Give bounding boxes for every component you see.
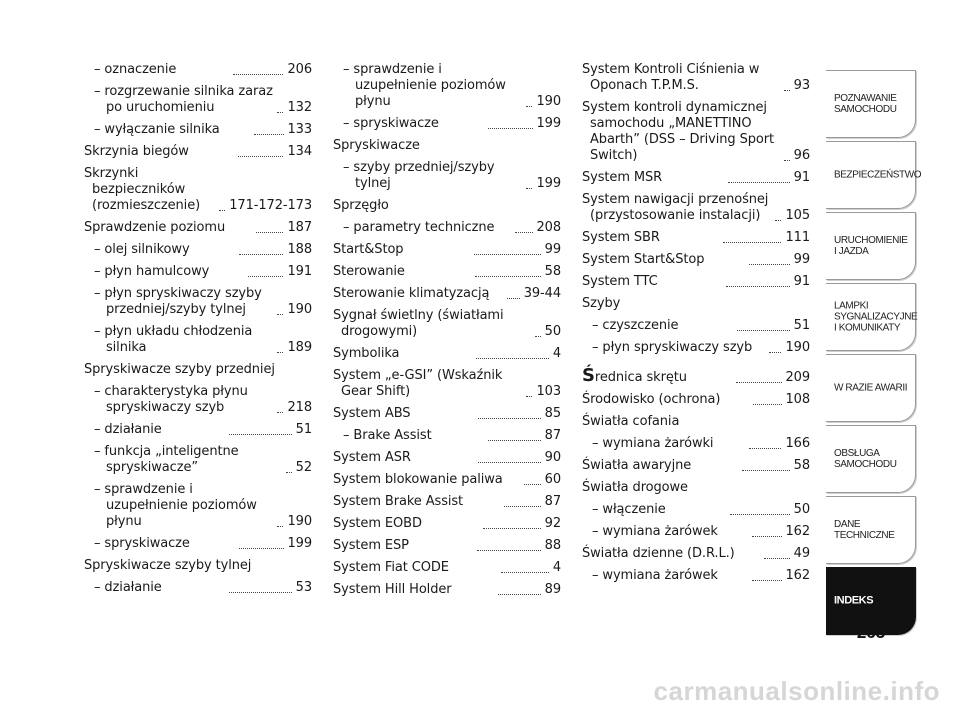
page-ref[interactable]: 190: [536, 94, 561, 109]
index-subentry: [582, 318, 810, 334]
entry-text: – funkcja „inteligentne spryskiwacze”: [94, 444, 239, 475]
page-ref[interactable]: 4: [552, 346, 562, 361]
index-subentry: [84, 122, 312, 138]
entry-text: System nawigacji przenośnej (przystosowanie instalacji): [582, 192, 769, 223]
tab-w-razie-awarii[interactable]: [826, 354, 916, 422]
page-ref[interactable]: 88: [544, 538, 562, 553]
index-column-2: [333, 62, 561, 604]
entry-text: – parametry techniczne: [343, 220, 495, 235]
index-entry: [333, 560, 561, 576]
index-entry: [333, 406, 561, 422]
page-ref[interactable]: 208: [536, 220, 562, 235]
entry-text: Szyby: [582, 296, 621, 311]
page-ref[interactable]: 162: [785, 568, 811, 583]
index-entry: [333, 198, 561, 214]
tab-label: POZNAWANIE SAMOCHODU: [834, 93, 897, 115]
page-ref[interactable]: 52: [295, 460, 312, 475]
entry-text: System SBR: [582, 230, 660, 245]
entry-text: – szyby przedniej/szyby tylnej: [343, 160, 495, 191]
index-subentry: [582, 502, 810, 518]
page-ref[interactable]: 39-44: [523, 286, 561, 301]
index-entry: [333, 538, 561, 554]
dot-leader: [769, 352, 782, 353]
dot-leader: [526, 188, 532, 189]
entry-text: System ASR: [333, 450, 411, 465]
entry-text: Środowisko (ochrona): [582, 392, 721, 407]
index-entry: [333, 582, 561, 598]
page-ref[interactable]: 85: [544, 406, 562, 421]
page-ref[interactable]: 49: [793, 546, 810, 561]
dot-leader: [478, 418, 541, 419]
page-ref[interactable]: 50: [793, 502, 810, 517]
entry-text: Sterowanie klimatyzacją: [333, 286, 490, 301]
entry-text: – włączenie: [592, 502, 666, 517]
page-number: 263: [856, 623, 886, 642]
entry-text: Start&Stop: [333, 242, 404, 257]
entry-text: System ABS: [333, 406, 411, 421]
tab-poznawanie-samochodu[interactable]: [826, 70, 916, 138]
index-entry: [582, 458, 810, 474]
entry-text: System Kontroli Ciśnienia w Oponach T.P.M.S.: [582, 62, 760, 93]
tab-obsluga-samochodu[interactable]: [826, 425, 916, 493]
page-ref[interactable]: 53: [295, 580, 313, 595]
index-subentry: [333, 116, 561, 132]
entry-text: System TTC: [582, 274, 658, 289]
page-ref[interactable]: 92: [544, 516, 562, 531]
entry-text: – oznaczenie: [94, 62, 177, 77]
entry-text: – spryskiwacze: [94, 536, 190, 551]
dot-leader: [749, 264, 790, 265]
page-ref[interactable]: 188: [287, 242, 312, 257]
tab-label: URUCHOMIENIE I JAZDA: [834, 235, 908, 257]
entry-text: Sprawdzenie poziomu: [84, 220, 226, 235]
index-column-3: [582, 62, 810, 590]
page-ref[interactable]: 171-172-173: [229, 198, 312, 213]
index-entry: [333, 286, 561, 302]
index-entry: [582, 480, 810, 496]
page-ref[interactable]: 60: [544, 472, 562, 487]
page-ref[interactable]: 93: [793, 78, 810, 93]
page-ref[interactable]: 199: [536, 116, 562, 131]
entry-text: – wymiana żarówki: [592, 436, 714, 451]
dot-leader: [478, 462, 541, 463]
entry-text: System kontroli dynamicznej samochodu „MANETTINO Abarth” (DSS – Driving Sport Switch): [582, 100, 775, 163]
entry-text: [582, 365, 732, 386]
watermark: carmanualsonline.info: [653, 676, 940, 706]
dot-leader: [784, 90, 790, 91]
index-entry: [582, 392, 810, 408]
index-entry: [582, 100, 810, 164]
dot-leader: [526, 396, 532, 397]
index-subentry: [84, 84, 312, 116]
index-subentry: [84, 482, 312, 530]
index-entry: [582, 414, 810, 430]
index-subentry: [582, 524, 810, 540]
page-ref[interactable]: 51: [295, 422, 313, 437]
entry-text: System „e-GSI” (Wskaźnik Gear Shift): [333, 368, 503, 399]
page-ref[interactable]: 58: [544, 264, 561, 279]
tab-label: DANE TECHNICZNE: [834, 519, 895, 541]
section-tabs: [826, 70, 922, 638]
index-subentry: [582, 436, 810, 452]
page-ref[interactable]: 96: [793, 148, 810, 163]
entry-text: – sprawdzenie i uzupełnienie poziomów płynu: [343, 62, 506, 109]
entry-text: Światła drogowe: [582, 480, 688, 495]
page-ref[interactable]: 91: [793, 274, 810, 289]
index-entry: [582, 230, 810, 246]
index-subentry: [84, 384, 312, 416]
entry-text: System EOBD: [333, 516, 422, 531]
index-entry: [333, 242, 561, 258]
page-ref[interactable]: 209: [785, 370, 811, 385]
page-ref[interactable]: 90: [544, 450, 562, 465]
entry-text: – olej silnikowy: [94, 242, 190, 257]
index-entry: [333, 516, 561, 532]
page-ref[interactable]: 108: [785, 392, 811, 407]
dot-leader: [726, 286, 790, 287]
index-entry: [333, 368, 561, 400]
dot-leader: [277, 314, 283, 315]
index-subentry: [84, 580, 312, 596]
dot-leader: [239, 548, 283, 549]
dot-leader: [477, 550, 541, 551]
index-subentry: [84, 264, 312, 280]
index-entry: [582, 252, 810, 268]
entry-text: – sprawdzenie i uzupełnienie poziomów płynu: [94, 482, 257, 529]
dot-leader: [219, 210, 225, 211]
dot-leader: [277, 526, 283, 527]
page-ref[interactable]: 132: [287, 100, 312, 115]
index-column-1: [84, 62, 312, 602]
dot-leader: [248, 276, 283, 277]
entry-text: – działanie: [94, 580, 162, 595]
page-ref[interactable]: 105: [785, 208, 810, 223]
index-entry: [333, 264, 561, 280]
index-subentry: [84, 422, 312, 438]
entry-text: – wymiana żarówek: [592, 524, 718, 539]
dot-leader: [764, 558, 790, 559]
entry-text: System ESP: [333, 538, 409, 553]
entry-text: Sprzęgło: [333, 198, 389, 213]
dot-leader: [277, 352, 283, 353]
index-subentry: [84, 62, 312, 78]
entry-text: – płyn spryskiwaczy szyb: [592, 340, 753, 355]
index-subentry: [84, 536, 312, 552]
entry-text: Skrzynki bezpieczników (rozmieszczenie): [84, 166, 201, 213]
dot-leader: [775, 220, 781, 221]
entry-text: – spryskiwacze: [343, 116, 439, 131]
page-ref[interactable]: 111: [785, 230, 810, 245]
index-subentry: [333, 428, 561, 444]
entry-text: Światła dzienne (D.R.L.): [582, 546, 735, 561]
dot-leader: [728, 182, 790, 183]
index-entry: [582, 274, 810, 290]
entry-text: – rozgrzewanie silnika zaraz po uruchomieniu: [94, 84, 273, 115]
tab-dane-techniczne[interactable]: [826, 496, 916, 564]
page-ref[interactable]: 99: [544, 242, 562, 257]
index-subentry: [333, 220, 561, 236]
page-ref[interactable]: 199: [536, 176, 561, 191]
page-ref[interactable]: 134: [287, 144, 312, 159]
dot-leader: [507, 298, 520, 299]
entry-text: Sygnał świetlny (światłami drogowymi): [333, 308, 504, 339]
dot-leader: [229, 434, 291, 435]
index-entry: [333, 494, 561, 510]
dot-leader: [749, 448, 781, 449]
dot-leader: [239, 254, 284, 255]
dot-leader: [526, 106, 532, 107]
entry-text: Światła awaryjne: [582, 458, 692, 473]
dot-leader: [752, 536, 782, 537]
index-subentry: [84, 444, 312, 476]
page-ref[interactable]: 51: [793, 318, 811, 333]
tab-label: W RAZIE AWARII: [834, 382, 908, 394]
page-ref[interactable]: 87: [544, 494, 561, 509]
page-ref[interactable]: 133: [287, 122, 313, 137]
page-ref[interactable]: 190: [287, 514, 312, 529]
page-ref[interactable]: 187: [287, 220, 312, 235]
entry-text: Skrzynia biegów: [84, 144, 189, 159]
dot-leader: [475, 276, 541, 277]
dot-leader: [498, 594, 541, 595]
index-entry: [333, 138, 561, 154]
page-ref[interactable]: 89: [544, 582, 561, 597]
page-ref[interactable]: 206: [287, 62, 312, 77]
dot-leader: [723, 242, 782, 243]
page-ref[interactable]: 4: [552, 560, 561, 575]
entry-text: – czyszczenie: [592, 318, 679, 333]
entry-text: – Brake Assist: [343, 428, 432, 443]
entry-text: System Start&Stop: [582, 252, 705, 267]
tab-lampki-sygnalizacyjne[interactable]: [826, 283, 916, 351]
index-entry: [582, 62, 810, 94]
index-entry: [84, 558, 312, 574]
dot-leader: [286, 472, 292, 473]
entry-text: – płyn układu chłodzenia silnika: [94, 324, 253, 355]
dot-leader: [784, 160, 790, 161]
dot-leader: [256, 232, 283, 233]
index-entry: [84, 220, 312, 236]
page-ref[interactable]: 58: [793, 458, 810, 473]
index-entry: [333, 346, 561, 362]
dot-leader: [483, 528, 540, 529]
dot-leader: [730, 514, 789, 515]
dot-leader: [277, 412, 283, 413]
index-entry: [84, 144, 312, 160]
page-ref[interactable]: 190: [287, 302, 312, 317]
entry-text: System Brake Assist: [333, 494, 464, 509]
tab-bezpieczenstwo[interactable]: [826, 141, 922, 209]
dot-leader: [515, 232, 532, 233]
entry-text: System Fiat CODE: [333, 560, 449, 575]
entry-text: System blokowanie paliwa: [333, 472, 503, 487]
entry-text: – wymiana żarówek: [592, 568, 718, 583]
dot-leader: [753, 404, 782, 405]
tab-label: BEZPIECZEŃSTWO: [834, 169, 922, 181]
page-ref[interactable]: 50: [544, 324, 561, 339]
tab-label: OBSŁUGA SAMOCHODU: [834, 448, 897, 470]
index-entry: [84, 362, 312, 378]
entry-text: Symbolika: [333, 346, 400, 361]
dot-leader: [736, 382, 781, 383]
index-entry: [582, 170, 810, 186]
index-subentry: [84, 324, 312, 356]
page-ref[interactable]: 166: [785, 436, 810, 451]
entry-text-rest: rednica skrętu: [594, 370, 687, 385]
entry-text: System MSR: [582, 170, 663, 185]
dot-leader: [488, 128, 532, 129]
entry-text: – działanie: [94, 422, 162, 437]
dot-leader: [501, 572, 549, 573]
tab-uruchomienie-i-jazda[interactable]: [826, 212, 916, 280]
dot-leader: [254, 134, 284, 135]
entry-text: – płyn hamulcowy: [94, 264, 210, 279]
index-subentry: [333, 62, 561, 110]
index-subentry: [582, 340, 810, 356]
entry-text: Spryskiwacze: [333, 138, 420, 153]
dot-leader: [229, 592, 291, 593]
dot-leader: [277, 112, 283, 113]
page-ref[interactable]: 91: [793, 170, 810, 185]
dot-leader: [742, 470, 789, 471]
page-ref[interactable]: 199: [287, 536, 313, 551]
dot-leader: [238, 156, 283, 157]
page-ref[interactable]: 190: [785, 340, 810, 355]
entry-text: – charakterystyka płynu spryskiwaczy szyb: [94, 384, 248, 415]
page-ref[interactable]: 191: [287, 264, 312, 279]
page-ref[interactable]: 99: [793, 252, 811, 267]
page-ref[interactable]: 218: [287, 400, 312, 415]
tab-label: LAMPKI SYGNALIZACYJNE I KOMUNIKATY: [834, 300, 918, 334]
entry-text: Sterowanie: [333, 264, 405, 279]
page-ref[interactable]: 103: [536, 384, 561, 399]
entry-text: System Hill Holder: [333, 582, 452, 597]
index-entry: [582, 546, 810, 562]
dot-leader: [737, 330, 790, 331]
tab-label: INDEKS: [834, 594, 874, 607]
entry-text: – wyłączanie silnika: [94, 122, 220, 137]
dot-leader: [524, 484, 541, 485]
index-entry: [582, 365, 811, 386]
index-entry: [333, 308, 561, 340]
page-ref[interactable]: 162: [785, 524, 811, 539]
entry-text: Spryskiwacze szyby przedniej: [84, 362, 275, 377]
index-subentry: [333, 160, 561, 192]
entry-text: Spryskiwacze szyby tylnej: [84, 558, 252, 573]
index-subentry: [582, 568, 810, 584]
page-ref[interactable]: 189: [287, 340, 312, 355]
dot-leader: [535, 336, 541, 337]
index-entry: [582, 296, 810, 312]
dot-leader: [504, 506, 541, 507]
index-entry: [333, 472, 561, 488]
page-ref[interactable]: 87: [544, 428, 561, 443]
dot-leader: [233, 74, 284, 75]
dot-leader: [488, 440, 541, 441]
index-entry: [333, 450, 561, 466]
entry-text: Światła cofania: [582, 414, 680, 429]
section-initial: Ś: [582, 365, 595, 386]
dot-leader: [752, 580, 782, 581]
index-subentry: [84, 286, 312, 318]
dot-leader: [476, 358, 549, 359]
entry-text: – płyn spryskiwaczy szyby przedniej/szyby tylnej: [94, 286, 262, 317]
dot-leader: [474, 254, 541, 255]
index-entry: [84, 166, 312, 214]
index-subentry: [84, 242, 312, 258]
index-entry: [582, 192, 810, 224]
